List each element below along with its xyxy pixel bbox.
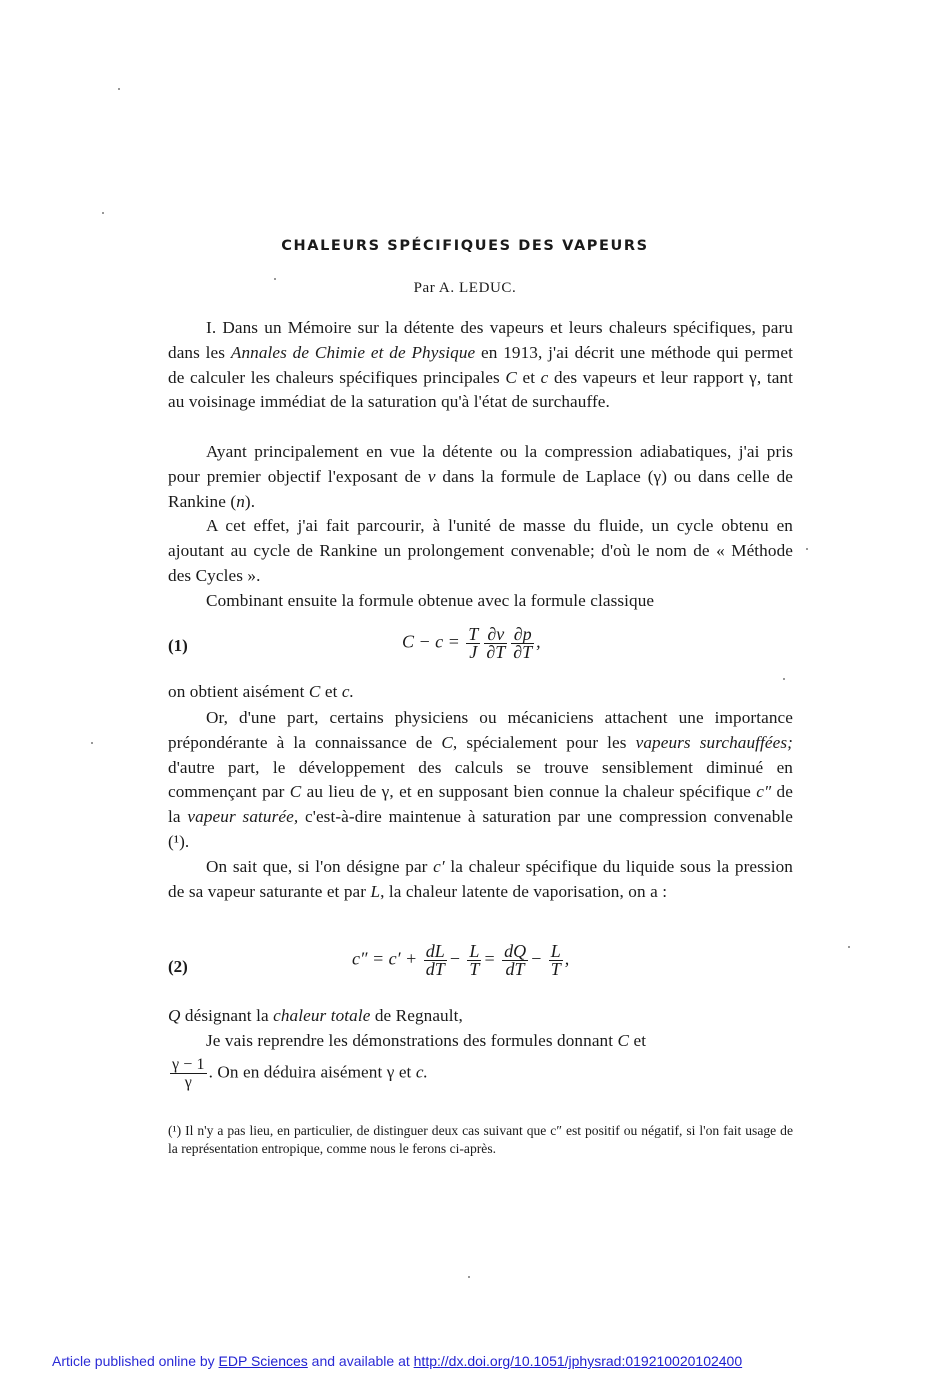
paragraph-7: On sait que, si l'on désigne par c′ la chaleur spécifique du liquide sous la pression de sa vapeur saturante et par L, la chaleur latente de vaporisation, on a : [168,857,793,901]
article-author: Par A. LEDUC. [413,280,517,296]
paragraph-10: $\frac{\gamma - 1}{\gamma}$ . On en déduira aisément γ et c. [172,1056,428,1091]
footer-middle: and available at [307,1353,414,1369]
paragraph-5: on obtient aisément C et c. [168,682,355,701]
scan-speck [806,548,808,550]
scan-speck [118,88,120,90]
paragraph-1: I. Dans un Mémoire sur la détente des vapeurs et leurs chaleurs spécifiques, paru dans les Annales de Chimie et de Physique en 1913, j'ai décrit une méthode qui permet de calculer les chaleurs spécifiques principales C et c des vapeurs et leur rapport γ, tant au voisinage immédiat de la saturation qu'à l'état de surchauffe. [168,318,793,412]
footnote: (¹) Il n'y a pas lieu, en particulier, de distinguer deux cas suivant que c″ est positif ou négatif, si l'on fait usage de la représentation entropique, comme nous le ferons ci-après. [168,1123,793,1156]
publication-footer [52,1353,742,1369]
paragraph-2: Ayant principalement en vue la détente ou la compression adiabatiques, j'ai pris pour premier objectif l'exposant de v dans la formule de Laplace (γ) ou dans celle de Rankine (n). [168,442,793,511]
equation-2-number: (2) [168,957,188,976]
equation-1: C − c = $\frac{T}{J}$ $\frac{\partial v}{\partial T}$ $\frac{\partial p}{\partial T}$ , [402,624,541,662]
article-title: CHALEURS SPÉCIFIQUES DES VAPEURS [281,238,649,254]
equation-2: c″ = c′ + $\frac{dL}{dT}$ − $\frac{L}{T}$ = $\frac{dQ}{dT}$ − $\frac{L}{T}$ , [352,941,570,979]
paragraph-6: Or, d'une part, certains physiciens ou mécaniciens attachent une importance prépondérante à la connaissance de C, spécialement pour les vapeurs surchauffées; d'autre part, le développement des calculs se trouve sensiblement diminué en commençant par C au lieu de γ, et en supposant bien connue la chaleur spécifique c″ de la vapeur saturée, c'est-à-dire maintenue à saturation par une compression convenable (¹). [168,708,793,851]
paragraph-4: Combinant ensuite la formule obtenue avec la formule classique [206,591,655,610]
scan-speck [848,946,850,948]
publisher-link[interactable]: EDP Sciences [218,1353,308,1369]
doi-link[interactable]: http://dx.doi.org/10.1051/jphysrad:019210020102400 [413,1353,743,1369]
scan-speck [468,1276,470,1278]
scan-speck [102,212,104,214]
scan-speck [91,742,93,744]
equation-1-number: (1) [168,636,188,655]
paragraph-3: A cet effet, j'ai fait parcourir, à l'unité de masse du fluide, un cycle obtenu en ajoutant au cycle de Rankine un prolongement convenable; d'où le nom de « Méthode des Cycles ». [168,516,793,585]
paragraph-9: Je vais reprendre les démonstrations des formules donnant C et [206,1031,647,1050]
footer-prefix: Article published online by [52,1353,219,1369]
paragraph-8: Q désignant la chaleur totale de Regnault, [168,1006,463,1025]
